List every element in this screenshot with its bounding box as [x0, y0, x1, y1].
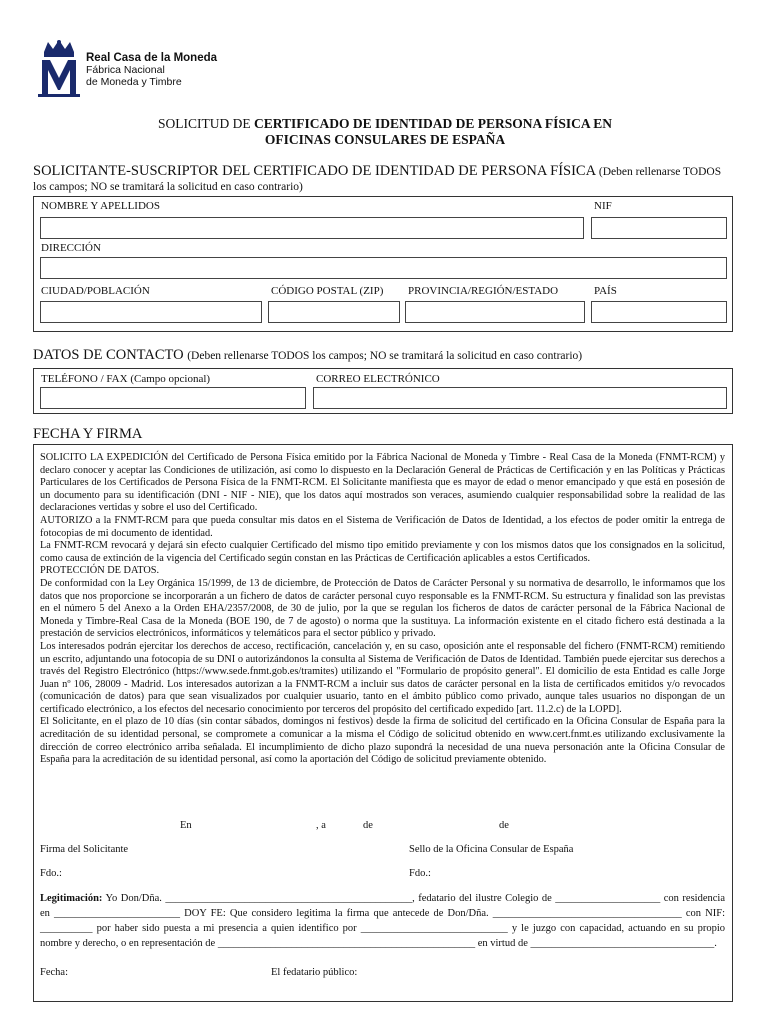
ciudad-input[interactable] [40, 301, 262, 323]
fecha-label: Fecha: [40, 967, 68, 978]
title-bold1: CERTIFICADO DE IDENTIDAD DE PERSONA FÍSICA EN [253, 116, 613, 131]
date-a: , a [316, 820, 326, 831]
label-provincia: PROVINCIA/REGIÓN/ESTADO [408, 285, 559, 297]
correo-input[interactable] [313, 387, 727, 409]
legal-paragraph: PROTECCIÓN DE DATOS. [40, 565, 160, 577]
legal-paragraph: De conformidad con la Ley Orgánica 15/1999, de 13 de diciembre, de Protección de Datos de Carácter Personal y su normativa de desarrollo, le informamos que los datos que nos proporcione se incorporarán a un fichero de datos de carácter personal cuyo responsable es la FNMT-RCM. Su estructura y finalidad son las previstas en el número 5 del Anexo a la Orden EHA/2357/2008, de 30 de julio, por la que se regulan los ficheros de datos de carácter personal de la Fábrica Nacional de Moneda y Timbre-Real Casa de la Moneda (BOE 190, de 7 de agosto) o norma que la sustituya. La información existente en el citado fichero está destinada a la prestación de servicios electrónicos, informáticos y telemáticos para el sector público y privado. [40, 577, 725, 640]
section2-title: DATOS DE CONTACTO [33, 347, 184, 363]
section1-heading [33, 163, 733, 194]
section3-title: FECHA Y FIRMA [33, 426, 143, 442]
logo-line2: Fábrica Nacional [86, 64, 165, 76]
date-de1: de [363, 820, 373, 831]
legitimacion-text: Yo Don/Dña. _______________________________________________, fedatario del ilustre Colegio de ____________________ con residencia en ________________________ DOY FE: Que considero legitima la firma que antecede de Don/Dña. ____________________________________ con NIF: __________ por haber sido puesta a mi presencia a quien identifico por ____________________________ y le juzgo con capacidad, actuando en su propio nombre y derecho, o en representación de _________________________________________________ en virtud de ___________________________________. [40, 893, 725, 949]
label-pais: PAÍS [594, 285, 617, 297]
legitimacion-label: Legitimación: [40, 893, 103, 904]
telefono-input[interactable] [40, 387, 306, 409]
nif-input[interactable] [591, 217, 727, 239]
title-prefix: SOLICITUD DE [157, 116, 254, 131]
logo-line1: Real Casa de la Moneda [86, 52, 218, 64]
legal-paragraph: La FNMT-RCM revocará y dejará sin efecto cualquier Certificado del mismo tipo emitido previamente y con los mismos datos que los consignados en la solicitud, como causa de extinción de la vigencia del Certificado según constan en las Prácticas de Certificación aplicables a estos Certificados. [40, 540, 725, 564]
section1-title: SOLICITANTE-SUSCRIPTOR DEL CERTIFICADO DE IDENTIDAD DE PERSONA FÍSICA [33, 163, 596, 179]
legitimacion-block [40, 891, 725, 951]
section1-note1: (Deben rellenarse TODOS [598, 166, 722, 178]
date-en: En [180, 820, 192, 831]
label-direccion: DIRECCIÓN [41, 242, 101, 254]
legal-text [40, 452, 725, 767]
legal-paragraph: Los interesados podrán ejercitar los derechos de acceso, rectificación, cancelación y, en su caso, oposición ante el responsable del fichero (FNMT-RCM) remitiendo un escrito, adjuntando una fotocopia de su DNI o autorizándonos la consulta al Sistema de Verificación de Datos de Identidad. También puede ejercitar sus derechos a través del Registro Electrónico (https://www.sede.fnmt.gob.es/tramites) utilizando el "Formulario de propósito general". El domicilio de esta Entidad es calle Jorge Juan nº 106, 28009 - Madrid. Los interesados autorizan a la FNMT-RCM a incluir sus datos de carácter personal en la lista de certificados emitidos y/o revocados (comunicación de datos) para que sean visualizados por cualquier usuario, tanto en el ámbito público como privado, aunque tales usuarios no dispongan de un certificado electrónico, a los efectos del necesario conocimiento por terceros del propósito del certificado expedido [art. 11.2.c) de la LOPD]. [40, 640, 725, 715]
section2-note: (Deben rellenarse TODOS los campos; NO se tramitará la solicitud en caso contrario) [187, 350, 583, 362]
fedatario-label: El fedatario público: [271, 967, 358, 978]
fdo-solicitante-label: Fdo.: [40, 868, 62, 879]
title-bold2: OFICINAS CONSULARES DE ESPAÑA [264, 132, 506, 147]
nombre-input[interactable] [40, 217, 584, 239]
label-telefono: TELÉFONO / FAX (Campo opcional) [41, 373, 211, 385]
section1-note2: los campos; NO se tramitará la solicitud en caso contrario) [33, 181, 303, 193]
label-ciudad: CIUDAD/POBLACIÓN [41, 285, 150, 297]
cp-input[interactable] [268, 301, 400, 323]
provincia-input[interactable] [405, 301, 585, 323]
firma-solicitante-label: Firma del Solicitante [40, 844, 129, 855]
document-title [0, 116, 770, 148]
fdo-consular-label: Fdo.: [409, 868, 431, 879]
label-correo: CORREO ELECTRÓNICO [316, 373, 440, 385]
section3-heading [33, 426, 733, 442]
legal-paragraph: SOLICITO LA EXPEDICIÓN del Certificado de Persona Física emitido por la Fábrica Nacional de Moneda y Timbre - Real Casa de la Moneda (FNMT-RCM) y declaro conocer y aceptar las Condiciones de utilización, así como lo dispuesto en la Declaración General de Prácticas de Certificación y en las Políticas y Prácticas Particulares de los Certificados de Persona Física de la FNMT-RCM. El Solicitante manifiesta que es mayor de edad o menor emancipado y que está en posesión de un documento para su identificación (DNI - NIF - NIE), que los datos aquí mostrados son veraces, asumiendo cualquier responsabilidad sobre la realidad de las declaraciones vertidas y sobre el uso del Certificado. [40, 452, 725, 514]
sello-label: Sello de la Oficina Consular de España [409, 844, 574, 855]
logo-line3: de Moneda y Timbre [86, 76, 182, 88]
logo-text [86, 52, 217, 88]
label-nif: NIF [594, 200, 612, 212]
legal-paragraph: AUTORIZO a la FNMT-RCM para que pueda consultar mis datos en el Sistema de Verificación de Datos de Identidad, a los efectos de poder omitir la entrega de fotocopias de mi documento de identidad. [40, 514, 725, 539]
label-cp: CÓDIGO POSTAL (ZIP) [271, 285, 384, 297]
legal-paragraph: El Solicitante, en el plazo de 10 días (sin contar sábados, domingos ni festivos) desde la firma de solicitud del certificado en la Oficina Consular de España para la acreditación de su identidad personal, se compromete a comunicar a la misma el Código de solicitud obtenido en www.cert.fnmt.es utilizando exclusivamente la dirección de correo electrónico arriba señalada. El incumplimiento de dicho plazo supondrá la necesidad de una nueva personación ante la Oficina Consular de España para la acreditación de su identidad personal, así como la aportación del Código de solicitud previamente obtenido. [40, 716, 725, 766]
label-nombre: NOMBRE Y APELLIDOS [41, 200, 160, 212]
section2-heading [33, 347, 733, 364]
direccion-input[interactable] [40, 257, 727, 279]
pais-input[interactable] [591, 301, 727, 323]
date-de2: de [499, 820, 509, 831]
